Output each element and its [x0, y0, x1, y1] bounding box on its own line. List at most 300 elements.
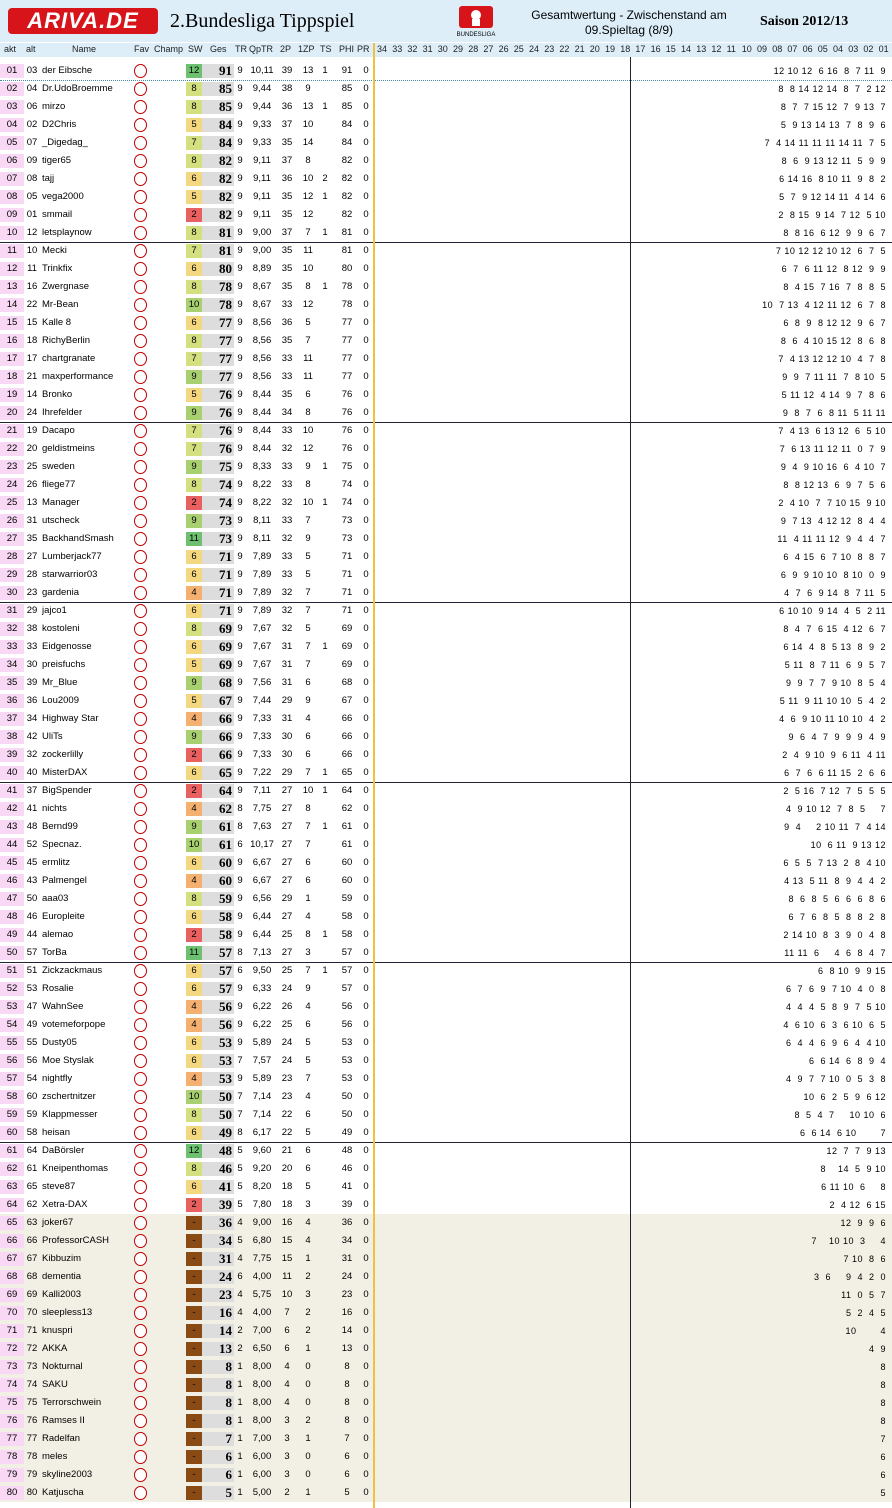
player-name[interactable]: Specnaz.: [42, 839, 82, 850]
table-row[interactable]: [0, 1016, 892, 1034]
rank-prev: 13: [26, 497, 38, 508]
ts-value: [318, 982, 332, 996]
table-row[interactable]: [0, 962, 892, 980]
total-points: 71: [202, 568, 234, 582]
fav-club-icon: [134, 1342, 147, 1356]
qptr-value: 7,14: [252, 1091, 272, 1102]
table-row[interactable]: [0, 458, 892, 476]
table-row[interactable]: [0, 1142, 892, 1160]
player-name[interactable]: Manager: [42, 497, 80, 508]
player-name[interactable]: maxperformance: [42, 371, 114, 382]
phi-value: 71: [341, 587, 353, 598]
player-name[interactable]: tiger65: [42, 155, 72, 166]
table-row[interactable]: [0, 98, 892, 116]
table-row[interactable]: [0, 1448, 892, 1466]
fav-club-icon: [134, 874, 147, 888]
table-row[interactable]: [0, 854, 892, 872]
tr-value: 6: [237, 839, 243, 850]
player-name[interactable]: Ihrefelder: [42, 407, 83, 418]
column-header: 11: [726, 44, 736, 54]
pr-value: 0: [363, 1487, 369, 1498]
player-name[interactable]: chartgranate: [42, 353, 96, 364]
table-row[interactable]: [0, 620, 892, 638]
tr-value: 7: [237, 1055, 243, 1066]
sw-value: 2: [186, 208, 202, 222]
rank-now: 09: [0, 208, 24, 222]
phi-value: 13: [341, 1343, 353, 1354]
player-name[interactable]: AKKA: [42, 1343, 68, 1354]
qptr-value: 9,11: [253, 191, 271, 202]
table-row[interactable]: [0, 1250, 892, 1268]
player-name[interactable]: sleepless13: [42, 1307, 93, 1318]
table-row[interactable]: [0, 1052, 892, 1070]
player-name[interactable]: knuspri: [42, 1325, 73, 1336]
rank-prev: 65: [26, 1181, 38, 1192]
player-name[interactable]: smmail: [42, 209, 73, 220]
table-row[interactable]: [0, 746, 892, 764]
2p-value: 35: [281, 209, 293, 220]
player-name[interactable]: Eidgenosse: [42, 641, 92, 652]
tr-value: 9: [237, 389, 243, 400]
rank-prev: 40: [26, 767, 38, 778]
fav-club-icon: [134, 1198, 147, 1212]
table-row[interactable]: [0, 1430, 892, 1448]
table-row[interactable]: [0, 368, 892, 386]
pr-value: 0: [363, 83, 369, 94]
rank-prev: 49: [26, 1019, 38, 1030]
player-name[interactable]: TorBa: [42, 947, 67, 958]
table-row[interactable]: [0, 638, 892, 656]
rank-now: 32: [0, 622, 24, 636]
pr-value: 0: [363, 1307, 369, 1318]
ts-value: [318, 1018, 332, 1032]
table-row[interactable]: [0, 332, 892, 350]
player-name[interactable]: Klappmesser: [42, 1109, 98, 1120]
ts-value: [318, 82, 332, 96]
table-row[interactable]: [0, 1196, 892, 1214]
tr-value: 9: [237, 281, 243, 292]
sw-value: 2: [186, 748, 202, 762]
table-row[interactable]: [0, 278, 892, 296]
player-name[interactable]: BackhandSmash: [42, 533, 114, 544]
table-row[interactable]: [0, 170, 892, 188]
table-row[interactable]: [0, 1160, 892, 1178]
player-name[interactable]: Dr.UdoBroemme: [42, 83, 113, 94]
player-name[interactable]: der Eibsche: [42, 65, 93, 76]
rank-prev: 58: [26, 1127, 38, 1138]
player-name[interactable]: gardenia: [42, 587, 79, 598]
table-row[interactable]: [0, 584, 892, 602]
table-row[interactable]: [0, 800, 892, 818]
table-row[interactable]: [0, 548, 892, 566]
spieltag-values: 5 11 12 4 14 9 7 8 6: [781, 390, 886, 400]
rank-prev: 23: [26, 587, 38, 598]
ariva-logo[interactable]: ARIVA.DE: [8, 8, 158, 34]
player-name[interactable]: sweden: [42, 461, 75, 472]
pr-value: 0: [363, 1469, 369, 1480]
rank-now: 02: [0, 82, 24, 96]
player-name[interactable]: Kalle 8: [42, 317, 72, 328]
spieltag-values: 6 11 10 6 8: [821, 1182, 886, 1192]
1zp-value: 8: [305, 407, 311, 418]
player-name[interactable]: Nokturnal: [42, 1361, 83, 1372]
sw-value: 8: [186, 478, 202, 492]
tr-value: 1: [237, 1433, 243, 1444]
table-row[interactable]: [0, 314, 892, 332]
2p-value: 4: [284, 1379, 290, 1390]
table-row[interactable]: [0, 1268, 892, 1286]
rank-prev: 18: [26, 335, 38, 346]
player-name[interactable]: Rosalie: [42, 983, 74, 994]
qptr-value: 4,00: [252, 1307, 272, 1318]
table-row[interactable]: [0, 386, 892, 404]
player-name[interactable]: Xetra-DAX: [42, 1199, 88, 1210]
player-name[interactable]: ermlitz: [42, 857, 70, 868]
1zp-value: 12: [302, 299, 314, 310]
table-row[interactable]: [0, 782, 892, 800]
sw-value: 8: [186, 280, 202, 294]
player-name[interactable]: Kneipenthomas: [42, 1163, 109, 1174]
tr-value: 9: [237, 1073, 243, 1084]
pr-value: 0: [363, 191, 369, 202]
player-name[interactable]: steve87: [42, 1181, 76, 1192]
total-points: 69: [202, 640, 234, 654]
ts-value: [318, 946, 332, 960]
table-row[interactable]: [0, 566, 892, 584]
pr-value: 0: [363, 263, 369, 274]
tr-value: 8: [237, 803, 243, 814]
player-name[interactable]: Zickzackmaus: [42, 965, 103, 976]
player-name[interactable]: joker67: [42, 1217, 74, 1228]
qptr-value: 7,80: [252, 1199, 272, 1210]
fav-club-icon: [134, 982, 147, 996]
player-name[interactable]: Kalli2003: [42, 1289, 82, 1300]
player-name[interactable]: dementia: [42, 1271, 82, 1282]
qptr-value: 9,00: [252, 245, 272, 256]
table-row[interactable]: [0, 260, 892, 278]
player-name[interactable]: meles: [42, 1451, 68, 1462]
pr-value: 0: [363, 371, 369, 382]
column-header: 01: [878, 44, 889, 54]
table-row[interactable]: [0, 152, 892, 170]
ts-value: [318, 1432, 332, 1446]
column-header: 08: [772, 44, 783, 54]
player-name[interactable]: SAKU: [42, 1379, 68, 1390]
tr-value: 9: [237, 497, 243, 508]
phi-value: 75: [341, 461, 353, 472]
2p-value: 25: [281, 965, 293, 976]
player-name[interactable]: Zwergnase: [42, 281, 89, 292]
total-points: 76: [202, 442, 234, 456]
phi-value: 41: [341, 1181, 353, 1192]
player-name[interactable]: Lou2009: [42, 695, 79, 706]
total-points: 71: [202, 586, 234, 600]
fav-club-icon: [134, 460, 147, 474]
total-points: 8: [202, 1414, 234, 1428]
table-row[interactable]: [0, 476, 892, 494]
ts-value: [318, 1072, 332, 1086]
2p-value: 32: [281, 533, 293, 544]
fav-club-icon: [134, 118, 147, 132]
fav-club-icon: [134, 1072, 147, 1086]
table-row[interactable]: [0, 206, 892, 224]
table-row[interactable]: [0, 1358, 892, 1376]
1zp-value: 3: [305, 1289, 311, 1300]
player-name[interactable]: geldistmeins: [42, 443, 95, 454]
ts-value: [318, 334, 332, 348]
2p-value: 33: [281, 461, 293, 472]
table-row[interactable]: [0, 944, 892, 962]
table-row[interactable]: [0, 1106, 892, 1124]
table-row[interactable]: [0, 998, 892, 1016]
rank-prev: 73: [26, 1361, 38, 1372]
player-name[interactable]: Dusty05: [42, 1037, 77, 1048]
total-points: 14: [202, 1324, 234, 1338]
column-header: Ges: [210, 44, 227, 54]
table-row[interactable]: [0, 494, 892, 512]
table-row[interactable]: [0, 350, 892, 368]
player-name[interactable]: nichts: [42, 803, 67, 814]
player-name[interactable]: kostoleni: [42, 623, 80, 634]
table-row[interactable]: [0, 1286, 892, 1304]
table-row[interactable]: [0, 242, 892, 260]
column-header: 22: [559, 44, 570, 54]
ts-value: [318, 748, 332, 762]
total-points: 82: [202, 190, 234, 204]
player-name[interactable]: WahnSee: [42, 1001, 84, 1012]
table-row[interactable]: [0, 404, 892, 422]
player-name[interactable]: skyline2003: [42, 1469, 93, 1480]
total-points: 81: [202, 244, 234, 258]
1zp-value: 1: [305, 1433, 311, 1444]
spieltag-values: 8 8 16 6 12 9 9 6 7: [783, 228, 886, 238]
sw-value: 2: [186, 784, 202, 798]
player-name[interactable]: jajco1: [42, 605, 67, 616]
total-points: 82: [202, 208, 234, 222]
table-row[interactable]: [0, 872, 892, 890]
player-name[interactable]: Europleite: [42, 911, 85, 922]
qptr-value: 8,56: [252, 335, 272, 346]
player-name[interactable]: _Digedag_: [42, 137, 88, 148]
table-row[interactable]: [0, 1466, 892, 1484]
rank-now: 03: [0, 100, 24, 114]
tr-value: 9: [237, 407, 243, 418]
sw-value: 11: [186, 946, 202, 960]
qptr-value: 8,67: [252, 299, 272, 310]
player-name[interactable]: votemeforpope: [42, 1019, 106, 1030]
table-row[interactable]: [0, 188, 892, 206]
table-row[interactable]: [0, 80, 892, 98]
player-name[interactable]: heisan: [42, 1127, 70, 1138]
phi-value: 85: [341, 101, 353, 112]
player-name[interactable]: Bernd99: [42, 821, 78, 832]
table-row[interactable]: [0, 1214, 892, 1232]
spieltag-values: 11 0 5 7: [841, 1290, 886, 1300]
fav-club-icon: [134, 316, 147, 330]
player-name[interactable]: nightfly: [42, 1073, 73, 1084]
table-row[interactable]: [0, 926, 892, 944]
tr-value: 9: [237, 461, 243, 472]
player-name[interactable]: aaa03: [42, 893, 69, 904]
1zp-value: 1: [305, 1253, 311, 1264]
table-row[interactable]: [0, 512, 892, 530]
spieltag-values: 6 9 9 10 10 8 10 0 9: [780, 570, 886, 580]
qptr-value: 6,00: [252, 1451, 272, 1462]
player-name[interactable]: Mr_Blue: [42, 677, 78, 688]
player-name[interactable]: Terrorschwein: [42, 1397, 102, 1408]
tr-value: 9: [237, 83, 243, 94]
player-name[interactable]: mirzo: [42, 101, 66, 112]
table-row[interactable]: [0, 1484, 892, 1502]
player-name[interactable]: BigSpender: [42, 785, 92, 796]
player-name[interactable]: Radelfan: [42, 1433, 81, 1444]
player-name[interactable]: ProfessorCASH: [42, 1235, 110, 1246]
rank-prev: 80: [26, 1487, 38, 1498]
player-name[interactable]: Ramses II: [42, 1415, 85, 1426]
player-name[interactable]: zschertnitzer: [42, 1091, 96, 1102]
pr-value: 0: [363, 1073, 369, 1084]
spieltag-values: 8: [880, 1416, 886, 1426]
total-points: 39: [202, 1198, 234, 1212]
tr-value: 4: [237, 1217, 243, 1228]
table-row[interactable]: [0, 1304, 892, 1322]
table-row[interactable]: [0, 710, 892, 728]
player-name[interactable]: D2Chris: [42, 119, 77, 130]
player-name[interactable]: utscheck: [42, 515, 80, 526]
fav-club-icon: [134, 1396, 147, 1410]
table-row[interactable]: [0, 1232, 892, 1250]
player-name[interactable]: Katjuscha: [42, 1487, 84, 1498]
table-row[interactable]: [0, 422, 892, 440]
table-row[interactable]: [0, 818, 892, 836]
player-name[interactable]: zockerlilly: [42, 749, 84, 760]
table-row[interactable]: [0, 764, 892, 782]
column-header: 30: [437, 44, 448, 54]
table-row[interactable]: [0, 1340, 892, 1358]
player-name[interactable]: RichyBerlin: [42, 335, 91, 346]
table-row[interactable]: [0, 134, 892, 152]
player-name[interactable]: alemao: [42, 929, 74, 940]
phi-value: 84: [341, 119, 353, 130]
table-row[interactable]: [0, 656, 892, 674]
player-name[interactable]: Lumberjack77: [42, 551, 102, 562]
fav-club-icon: [134, 604, 147, 618]
table-row[interactable]: [0, 224, 892, 242]
ts-value: [318, 514, 332, 528]
spieltag-values: 6: [880, 1470, 886, 1480]
qptr-value: 7,14: [252, 1109, 272, 1120]
player-name[interactable]: Palmengel: [42, 875, 87, 886]
table-row[interactable]: [0, 440, 892, 458]
rank-now: 55: [0, 1036, 24, 1050]
player-name[interactable]: Mr-Bean: [42, 299, 79, 310]
player-name[interactable]: Bronko: [42, 389, 73, 400]
table-row[interactable]: [0, 530, 892, 548]
player-name[interactable]: vega2000: [42, 191, 84, 202]
player-name[interactable]: preisfuchs: [42, 659, 86, 670]
ts-value: [318, 1252, 332, 1266]
current-round-marker: [373, 43, 375, 1508]
player-name[interactable]: Dacapo: [42, 425, 75, 436]
pr-value: 0: [363, 803, 369, 814]
table-row[interactable]: [0, 890, 892, 908]
table-row[interactable]: [0, 674, 892, 692]
table-row[interactable]: [0, 728, 892, 746]
2p-value: 33: [281, 479, 293, 490]
table-row[interactable]: [0, 1070, 892, 1088]
tr-value: 9: [237, 263, 243, 274]
table-row[interactable]: [0, 692, 892, 710]
rank-prev: 19: [26, 425, 38, 436]
table-row[interactable]: [0, 1376, 892, 1394]
column-header: 21: [574, 44, 585, 54]
fav-club-icon: [134, 1486, 147, 1500]
table-row[interactable]: [0, 116, 892, 134]
pr-value: 0: [363, 461, 369, 472]
rank-now: 74: [0, 1378, 24, 1392]
table-row[interactable]: [0, 1412, 892, 1430]
spieltag-values: 12 10 12 6 16 8 7 11 9: [773, 66, 886, 76]
table-row[interactable]: [0, 62, 892, 80]
total-points: 31: [202, 1252, 234, 1266]
player-name[interactable]: Highway Star: [42, 713, 99, 724]
player-name[interactable]: Moe Styslak: [42, 1055, 94, 1066]
column-header: 13: [696, 44, 707, 54]
spieltag-values: 5 11 9 11 10 10 5 4 2: [779, 696, 886, 706]
player-name[interactable]: tajj: [42, 173, 55, 184]
player-name[interactable]: fliege77: [42, 479, 76, 490]
player-name[interactable]: Trinkfix: [42, 263, 73, 274]
spieltag-values: 6 6 14 6 8 9 4: [808, 1056, 886, 1066]
pr-value: 0: [363, 1091, 369, 1102]
spieltag-values: 6 8 10 9 9 15: [817, 966, 886, 976]
table-row[interactable]: [0, 1394, 892, 1412]
player-name[interactable]: MisterDAX: [42, 767, 88, 778]
table-row[interactable]: [0, 908, 892, 926]
table-row[interactable]: [0, 296, 892, 314]
1zp-value: 6: [305, 875, 311, 886]
1zp-value: 6: [305, 1109, 311, 1120]
table-row[interactable]: [0, 602, 892, 620]
table-row[interactable]: [0, 1322, 892, 1340]
2p-value: 26: [281, 1001, 293, 1012]
qptr-value: 7,00: [252, 1325, 272, 1336]
qptr-value: 9,00: [252, 1217, 272, 1228]
spieltag-values: 5 7 9 12 14 11 4 14 6: [779, 192, 886, 202]
2p-value: 7: [284, 1307, 290, 1318]
phi-value: 31: [341, 1253, 353, 1264]
spieltag-values: 2 4 12 6 15: [829, 1200, 886, 1210]
column-header: 05: [817, 44, 828, 54]
table-row[interactable]: [0, 1088, 892, 1106]
spieltag-values: 10 4: [845, 1326, 886, 1336]
tr-value: 9: [237, 659, 243, 670]
player-name[interactable]: Mecki: [42, 245, 67, 256]
table-row[interactable]: [0, 1124, 892, 1142]
player-name[interactable]: UliTs: [42, 731, 63, 742]
table-row[interactable]: [0, 836, 892, 854]
table-row[interactable]: [0, 1034, 892, 1052]
player-name[interactable]: DaBörsler: [42, 1145, 85, 1156]
player-name[interactable]: Kibbuzim: [42, 1253, 82, 1264]
1zp-value: 5: [305, 1127, 311, 1138]
total-points: 71: [202, 550, 234, 564]
table-row[interactable]: [0, 1178, 892, 1196]
table-row[interactable]: [0, 980, 892, 998]
qptr-value: 9,00: [252, 227, 272, 238]
player-name[interactable]: letsplaynow: [42, 227, 92, 238]
player-name[interactable]: starwarrior03: [42, 569, 98, 580]
